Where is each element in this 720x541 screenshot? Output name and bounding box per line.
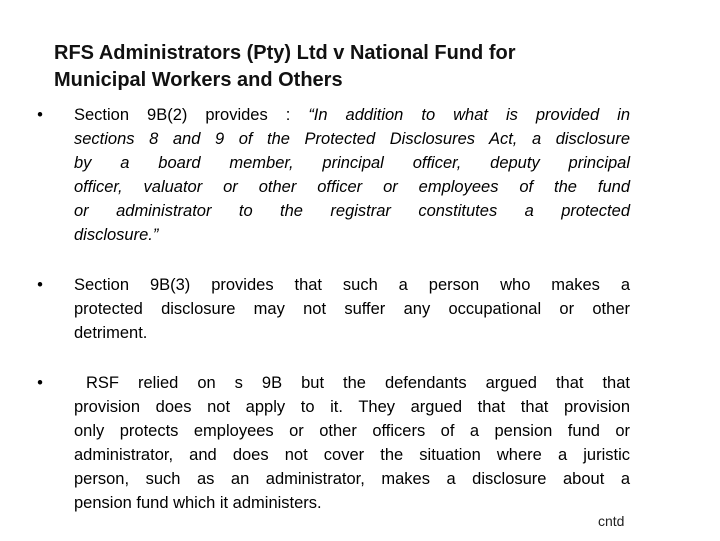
continued-label: cntd	[598, 513, 625, 529]
bullet-text-line	[74, 175, 630, 199]
bullet-item	[30, 103, 630, 247]
bullet-text-line: provision does not apply to it. They argued that that provision	[74, 398, 630, 416]
bullet-item	[30, 371, 630, 515]
bullet-text-line	[74, 127, 630, 151]
bullet-list	[30, 103, 630, 541]
bullet-text-line: pension fund which it administers.	[74, 494, 322, 512]
bullet-item	[30, 273, 630, 345]
bullet-text-line: Section 9B(3) provides that such a person who makes a	[74, 276, 630, 294]
bullet-text-line: only protects employees or other officers of a pension fund or	[74, 422, 630, 440]
bullet-icon: •	[37, 374, 43, 392]
quote-text: “In addition to what is provided in	[308, 106, 630, 124]
bullet-icon: •	[37, 106, 43, 124]
bullet-icon: •	[37, 276, 43, 294]
quote-text: sections 8 and 9 of the Protected Disclosures Act, a disclosure	[74, 130, 630, 148]
section-reference: Section 9B(2) provides :	[74, 106, 309, 124]
quote-text: officer, valuator or other officer or employees of the fund	[74, 178, 630, 196]
quote-text: disclosure.”	[74, 226, 159, 244]
bullet-text-line: person, such as an administrator, makes a disclosure about a	[74, 470, 630, 488]
bullet-text-line	[74, 199, 630, 223]
bullet-text-line: protected disclosure may not suffer any occupational or other	[74, 300, 630, 318]
bullet-text-line: administrator, and does not cover the situation where a juristic	[74, 446, 630, 464]
bullet-text-line	[74, 223, 630, 247]
bullet-text-line: detriment.	[74, 324, 148, 342]
slide-title-line: RFS Administrators (Pty) Ltd v National Fund for	[54, 42, 516, 64]
slide-title	[54, 40, 654, 94]
bullet-text-line	[74, 103, 630, 127]
bullet-text-line	[74, 151, 630, 175]
slide-title-line: Municipal Workers and Others	[54, 69, 343, 91]
quote-text: or administrator to the registrar constitutes a protected	[74, 202, 630, 220]
quote-text: by a board member, principal officer, deputy principal	[74, 154, 630, 172]
bullet-text-line: RSF relied on s 9B but the defendants argued that that	[86, 374, 630, 392]
